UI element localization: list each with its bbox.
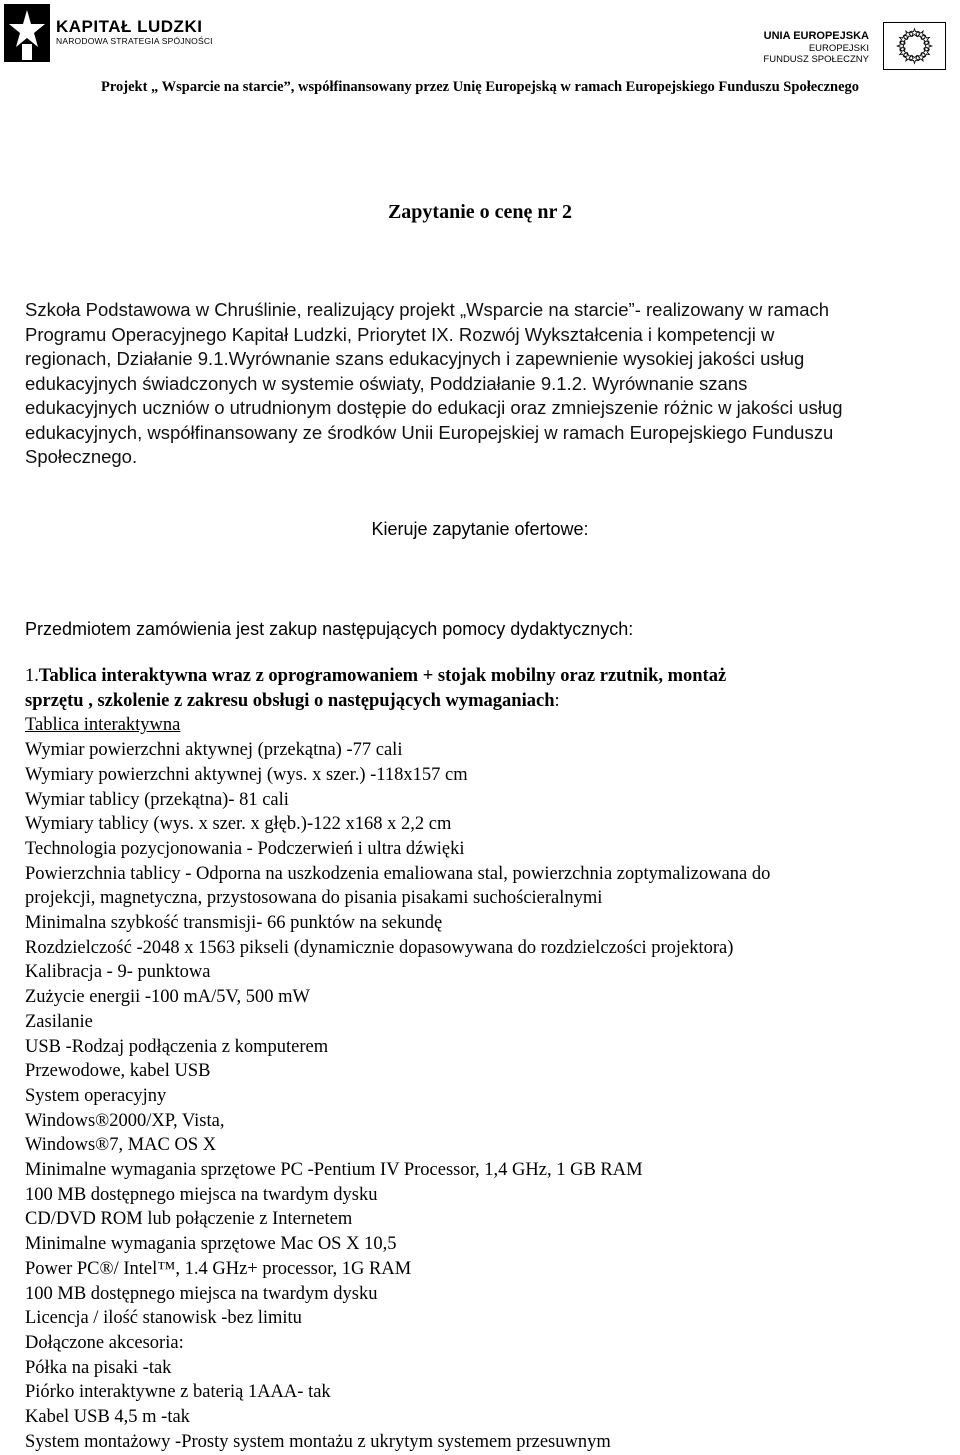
spec-line: Windows®2000/XP, Vista, (25, 1110, 225, 1131)
item-1-subheading: Tablica interaktywna (25, 715, 181, 736)
kapital-ludzki-subtitle: NARODOWA STRATEGIA SPÓJNOŚCI (56, 36, 213, 46)
spec-line: Rozdzielczość -2048 x 1563 pikseli (dynamicznie dopasowywana do rozdzielczości projektora) (25, 937, 734, 958)
spec-line: projekcji, magnetyczna, przystosowana do pisania pisakami suchościeralnymi (25, 888, 603, 909)
kapital-ludzki-emblem-icon (4, 4, 50, 62)
item-1-heading-line-1 (25, 664, 945, 689)
spec-line: System operacyjny (25, 1085, 167, 1106)
spec-line: Wymiar tablicy (przekątna)- 81 cali (25, 789, 289, 810)
spec-line: Wymiary powierzchni aktywnej (wys. x szer.) -118x157 cm (25, 764, 468, 785)
item-1-heading-line-2 (25, 689, 945, 714)
spec-line: Power PC®/ Intel™, 1.4 GHz+ processor, 1G RAM (25, 1258, 412, 1279)
spec-line: Minimalna szybkość transmisji- 66 punktów na sekundę (25, 913, 443, 934)
spec-line: Windows®7, MAC OS X (25, 1135, 217, 1156)
spec-line: Minimalne wymagania sprzętowe PC -Pentium IV Processor, 1,4 GHz, 1 GB RAM (25, 1160, 643, 1181)
item-1-section (25, 664, 945, 1455)
przedmiot-zamowienia: Przedmiotem zamówienia jest zakup następujących pomocy dydaktycznych: (25, 619, 634, 639)
spec-line: Minimalne wymagania sprzętowe Mac OS X 10,5 (25, 1234, 397, 1255)
kieruje-zapytanie: Kieruje zapytanie ofertowe: (371, 519, 589, 539)
document-title: Zapytanie o cenę nr 2 (387, 201, 573, 223)
spec-line: Technologia pozycjonowania - Podczerwień i ultra dźwięki (25, 838, 465, 859)
spec-line: Powierzchnia tablicy - Odporna na uszkodzenia emaliowana stal, powierzchnia zoptymalizowana do (25, 863, 771, 884)
item-heading-text-2: sprzętu , szkolenie z zakresu obsługi o następujących wymaganiach (25, 690, 555, 711)
spec-line: Licencja / ilość stanowisk -bez limitu (25, 1308, 302, 1329)
spec-line: Kabel USB 4,5 m -tak (25, 1407, 190, 1428)
item-heading-text: Tablica interaktywna wraz z oprogramowaniem + stojak mobilny oraz rzutnik, montaż (38, 666, 727, 686)
spec-line: Półka na pisaki -tak (25, 1357, 172, 1378)
intro-line: Szkoła Podstawowa w Chruślinie, realizujący projekt „Wsparcie na starcie”- realizowany w ramach (25, 299, 830, 320)
eu-line-1: UNIA EUROPEJSKA (763, 30, 869, 42)
spec-line: CD/DVD ROM lub połączenie z Internetem (25, 1209, 353, 1230)
eu-line-3: FUNDUSZ SPOŁECZNY (763, 54, 869, 65)
spec-line: Piórko interaktywne z baterią 1AAA- tak (25, 1382, 331, 1403)
spec-line: 100 MB dostępnego miejsca na twardym dysku (25, 1184, 378, 1205)
eu-flag-icon (883, 22, 946, 70)
spec-line: Zużycie energii -100 mA/5V, 500 mW (25, 987, 310, 1008)
project-line: Projekt „ Wsparcie na starcie”, współfinansowany przez Unię Europejską w ramach Europejskiego Funduszu Społecznego (100, 79, 860, 95)
spec-line: Wymiary tablicy (wys. x szer. x głęb.)-122 x168 x 2,2 cm (25, 814, 452, 835)
intro-paragraph (25, 298, 935, 470)
intro-line: edukacyjnych świadczonych w systemie oświaty, Poddziałanie 9.1.2. Wyrównanie szans (25, 372, 748, 394)
kapital-ludzki-logo (4, 4, 213, 62)
intro-line: regionach, Działanie 9.1.Wyrównanie szans edukacyjnych i zapewnienie wysokiej jakości usług (25, 348, 805, 369)
eu-line-2: EUROPEJSKI (808, 43, 869, 54)
kapital-ludzki-title: KAPITAŁ LUDZKI (56, 17, 203, 36)
spec-line: Kalibracja - 9- punktowa (25, 962, 211, 983)
spec-line: System montażowy -Prosty system montażu z ukrytym systemem przesuwnym (25, 1431, 611, 1452)
spec-line: Przewodowe, kabel USB (25, 1061, 211, 1082)
item-number: 1. (25, 666, 39, 686)
spec-line: Zasilanie (25, 1011, 93, 1032)
intro-line: Społecznego. (25, 446, 138, 467)
intro-line: Programu Operacyjnego Kapitał Ludzki, Priorytet IX. Rozwój Wykształcenia i kompetencji w (25, 323, 775, 345)
intro-line: edukacyjnych, współfinansowany ze środków Unii Europejskiej w ramach Europejskiego Funduszu (25, 421, 834, 443)
spec-line: Wymiar powierzchni aktywnej (przekątna) -77 cali (25, 740, 403, 761)
header-logos (0, 0, 960, 75)
spec-line: USB -Rodzaj podłączenia z komputerem (25, 1036, 329, 1057)
item-heading-colon: : (554, 690, 560, 711)
spec-line: 100 MB dostępnego miejsca na twardym dysku (25, 1283, 378, 1304)
eu-logo (763, 22, 946, 70)
intro-line: edukacyjnych uczniów o utrudnionym dostępie do edukacji oraz zmniejszenie różnic w jakości usług (25, 397, 843, 418)
spec-line: Dołączone akcesoria: (25, 1332, 184, 1353)
